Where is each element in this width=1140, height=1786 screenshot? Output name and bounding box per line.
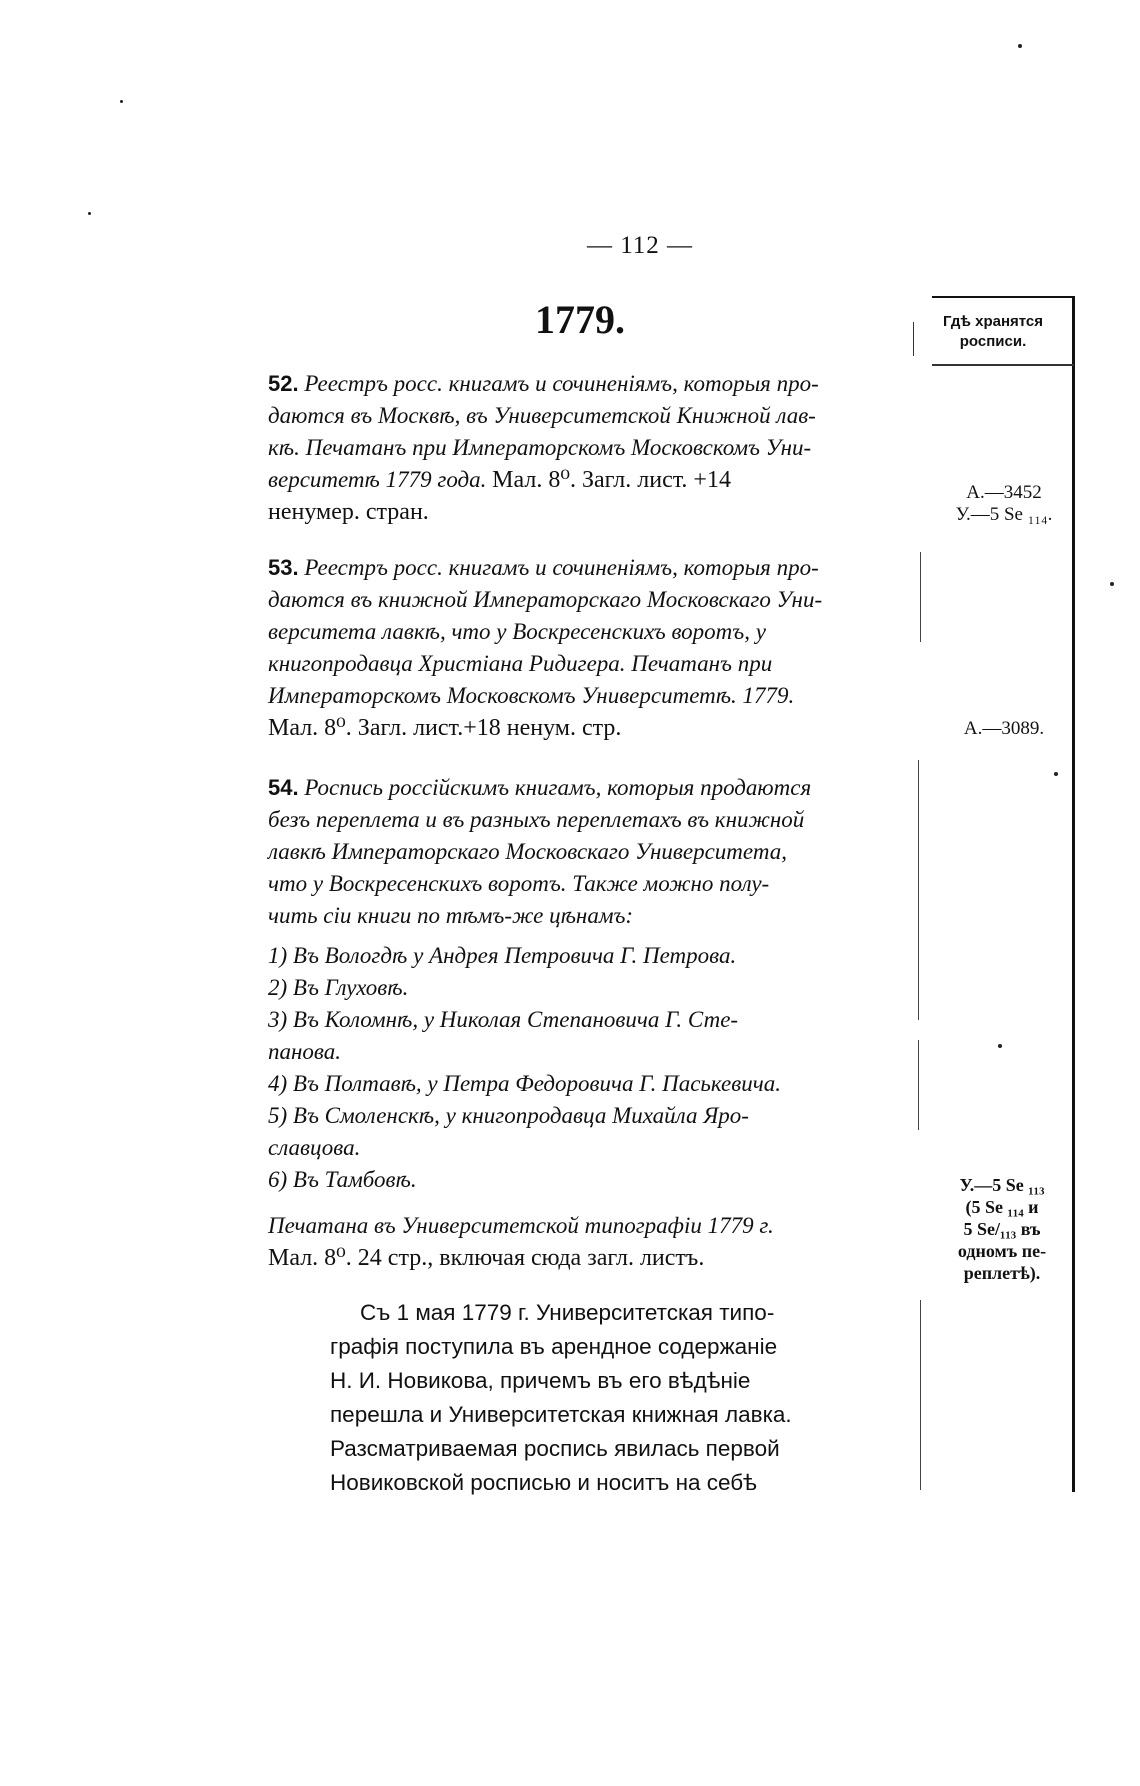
entry-53-line (268, 552, 918, 584)
entry-54-line: лавкѣ Императорскаго Московскаго Университета, (268, 839, 787, 864)
sidebar-header-line2: росписи. (959, 333, 1027, 350)
page-number: — 112 — (586, 232, 694, 259)
shelfmark-52-b: У.—5 Se ₁₁₄. (955, 504, 1053, 525)
entry-number: 54. (268, 775, 299, 800)
sidebar-vertical-rule (1072, 296, 1075, 1492)
margin-mark (918, 1040, 919, 1130)
entry-54-line: чить сіи книги по тѣмъ-же цѣнамъ: (268, 903, 634, 928)
entry-54-item: славцова. (268, 1135, 361, 1160)
entry-number: 53. (268, 555, 299, 580)
entry-54-line (268, 772, 918, 804)
entry-54-imprint: Печатана въ Университетской типографіи 1779 г. (268, 1213, 774, 1238)
entry-53-line: верситета лавкѣ, что у Воскресенскихъ воротъ, у (268, 619, 766, 644)
margin-mark (918, 760, 919, 1020)
sidebar-header (918, 312, 1068, 352)
shelfmark-52-a: А.—3452 (966, 482, 1042, 503)
entry-54-item: 2) Въ Глуховѣ. (268, 975, 409, 1000)
scan-speck (998, 1044, 1002, 1048)
entry-54 (268, 772, 918, 1274)
entry-52 (268, 368, 918, 528)
margin-mark (920, 1300, 921, 1490)
entry-53-line: даются въ книжной Императорскаго Московскаго Уни- (268, 587, 823, 612)
paragraph-line: перешла и Университетская книжная лавка. (330, 1402, 792, 1427)
paragraph-line: Разсматриваемая роспись явилась первой (330, 1436, 780, 1461)
entry-54-item: панова. (268, 1039, 341, 1064)
scan-speck (1018, 44, 1022, 48)
shelfmark-53: А.—3089. (963, 718, 1045, 739)
entry-52-line (268, 464, 918, 496)
sidebar-header-rule (932, 364, 1074, 366)
entry-53-line: Императорскомъ Московскомъ Университетѣ. 1779. (268, 683, 795, 708)
entry-54-item: 3) Въ Коломнѣ, у Николая Степановича Г. Сте- (268, 1007, 739, 1032)
entry-52-format: Мал. 8⁰. Загл. лист. +14 (492, 467, 731, 493)
entry-54-text: Роспись россійскимъ книгамъ, которыя продаются (304, 775, 812, 800)
paragraph-line: Новиковской росписью и носитъ на себѣ (330, 1470, 757, 1495)
entry-54-item: 4) Въ Полтавѣ, у Петра Федоровича Г. Паськевича. (268, 1071, 781, 1096)
paragraph-line: графія поступила въ арендное содержаніе (330, 1334, 778, 1359)
entry-52-line: даются въ Москвѣ, въ Университетской Книжной лав- (268, 403, 816, 428)
entry-53-line: книгопродавца Христіана Ридигера. Печатанъ при (268, 651, 773, 676)
entry-52-line (268, 368, 918, 400)
shelfmark-54-1: У.—5 Se ₁₁₃ (959, 1175, 1045, 1195)
entry-54-line: что у Воскресенскихъ воротъ. Также можно полу- (268, 871, 770, 896)
shelfmark-54-4: одномъ пе- (957, 1241, 1047, 1261)
entry-52-line: кѣ. Печатанъ при Императорскомъ Московскомъ Уни- (268, 435, 812, 460)
entry-54-item: 1) Въ Вологдѣ у Андрея Петровича Г. Петрова. (268, 943, 737, 968)
commentary-paragraph (330, 1296, 918, 1500)
entry-52-text: верситетѣ 1779 года. (268, 467, 487, 492)
paragraph-line: Съ 1 мая 1779 г. Университетская типо- (360, 1300, 775, 1325)
entry-54-line: безъ переплета и въ разныхъ переплетахъ въ книжной (268, 807, 805, 832)
entry-54-item: 6) Въ Тамбовѣ. (268, 1167, 417, 1192)
sidebar-tick (913, 322, 914, 356)
paragraph-line: Н. И. Новикова, причемъ въ его вѣдѣніе (330, 1368, 751, 1393)
year-heading: 1779. (535, 297, 625, 342)
entry-52-line: ненумер. стран. (268, 499, 429, 525)
sidebar-top-rule (932, 296, 1075, 298)
entry-53 (268, 552, 918, 744)
margin-mark (920, 552, 921, 642)
scan-speck (1054, 772, 1058, 776)
shelfmark-54-5: реплетѣ). (963, 1263, 1041, 1283)
entry-54-item: 5) Въ Смоленскѣ, у книгопродавца Михайла Яро- (268, 1103, 749, 1128)
entry-54-format: Мал. 8⁰. 24 стр., включая сюда загл. листъ. (268, 1245, 705, 1271)
entry-53-line: Мал. 8⁰. Загл. лист.+18 ненум. стр. (268, 715, 622, 741)
entry-number: 52. (268, 371, 299, 396)
shelfmark-54-2: (5 Se ₁₁₄ и (965, 1197, 1039, 1217)
scan-speck (88, 212, 91, 215)
entry-52-text: Реестръ росс. книгамъ и сочиненіямъ, которыя про- (304, 371, 819, 396)
scan-speck (120, 100, 123, 103)
scan-speck (1110, 582, 1114, 586)
shelfmark-54-3: 5 Se/₁₁₃ въ (963, 1219, 1041, 1239)
entry-53-text: Реестръ росс. книгамъ и сочиненіямъ, которыя про- (304, 555, 819, 580)
sidebar-header-line1: Гдѣ хранятся (942, 313, 1044, 330)
